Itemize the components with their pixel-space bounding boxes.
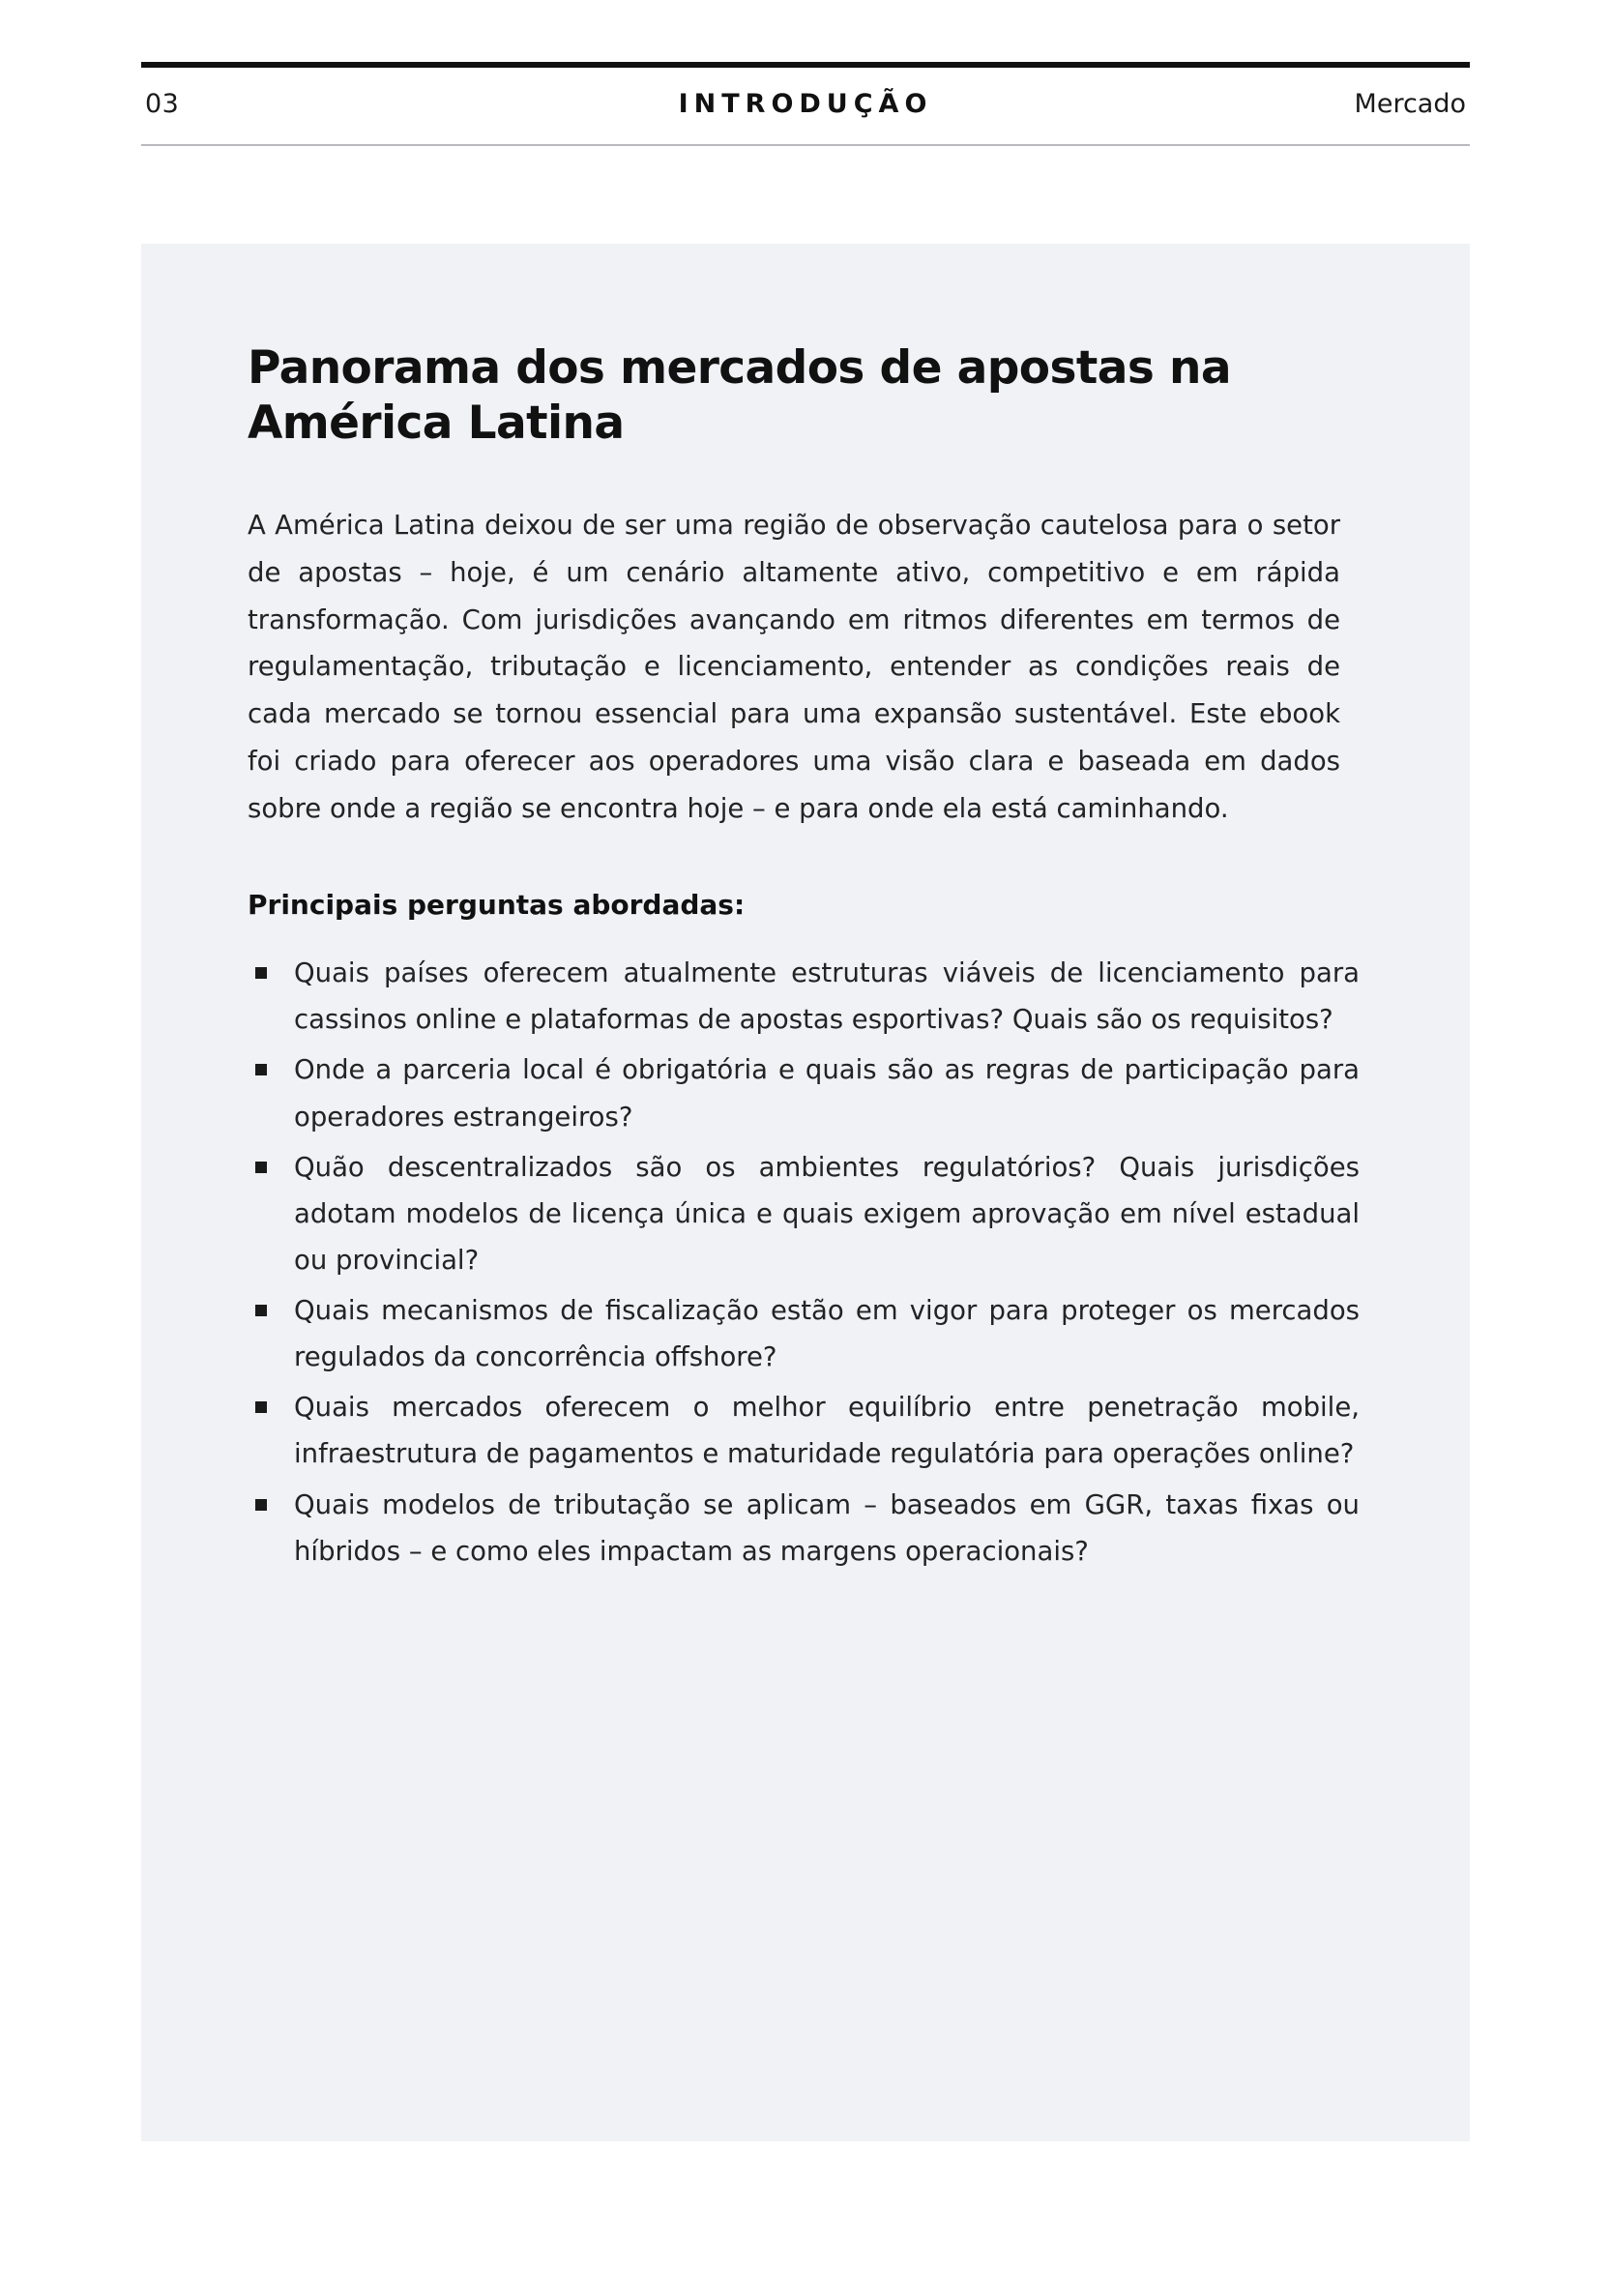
bullet-square-icon	[255, 1305, 267, 1316]
bullet-square-icon	[255, 967, 267, 979]
list-item-text: Quais mecanismos de fiscalização estão em vigor para proteger os mercados regulados da concorrência offshore?	[294, 1295, 1360, 1373]
list-item	[248, 1384, 1360, 1477]
list-item-text: Quais mercados oferecem o melhor equilíbrio entre penetração mobile, infraestrutura de pagamentos e maturidade regulatória para operações online?	[294, 1392, 1360, 1470]
list-item	[248, 1287, 1360, 1380]
page-header	[141, 62, 1470, 146]
intro-paragraph: A América Latina deixou de ser uma região de observação cautelosa para o setor de apostas – hoje, é um cenário altamente ativo, competitivo e em rápida transformação. Com jurisdições avançando em ritmos diferentes em termos de regulamentação, tributação e licenciamento, entender as condições reais de cada mercado se tornou essencial para uma expansão sustentável. Este ebook foi criado para oferecer aos operadores uma visão clara e baseada em dados sobre onde a região se encontra hoje – e para onde ela está caminhando.	[248, 509, 1340, 825]
questions-subheading: Principais perguntas abordadas:	[248, 889, 746, 922]
content-panel	[141, 244, 1470, 2141]
list-item-text: Quais modelos de tributação se aplicam – baseados em GGR, taxas fixas ou híbridos – e como eles impactam as margens operacionais?	[294, 1488, 1360, 1567]
bullet-square-icon	[255, 1064, 267, 1075]
content-panel-inner	[141, 244, 1470, 1575]
list-item-text: Quão descentralizados são os ambientes regulatórios? Quais jurisdições adotam modelos de licença única e quais exigem aprovação em nível estadual ou provincial?	[294, 1151, 1360, 1276]
list-item-text: Quais países oferecem atualmente estruturas viáveis de licenciamento para cassinos online e plataformas de apostas esportivas? Quais são os requisitos?	[294, 957, 1360, 1036]
bullet-square-icon	[255, 1499, 267, 1511]
bullet-square-icon	[255, 1401, 267, 1413]
header-bottom-rule	[141, 144, 1470, 146]
header-section-label: Mercado	[1354, 89, 1466, 119]
page-title: Panorama dos mercados de apostas na América Latina	[248, 341, 1231, 451]
header-section-title: INTRODUÇÃO	[678, 89, 933, 119]
bullet-square-icon	[255, 1162, 267, 1173]
header-row	[141, 68, 1470, 144]
list-item	[248, 1482, 1360, 1575]
list-item	[248, 1144, 1360, 1283]
list-item	[248, 1046, 1360, 1139]
page-number: 03	[145, 89, 180, 119]
questions-list	[248, 950, 1360, 1575]
list-item	[248, 950, 1360, 1043]
list-item-text: Onde a parceria local é obrigatória e quais são as regras de participação para operadores estrangeiros?	[294, 1054, 1360, 1133]
